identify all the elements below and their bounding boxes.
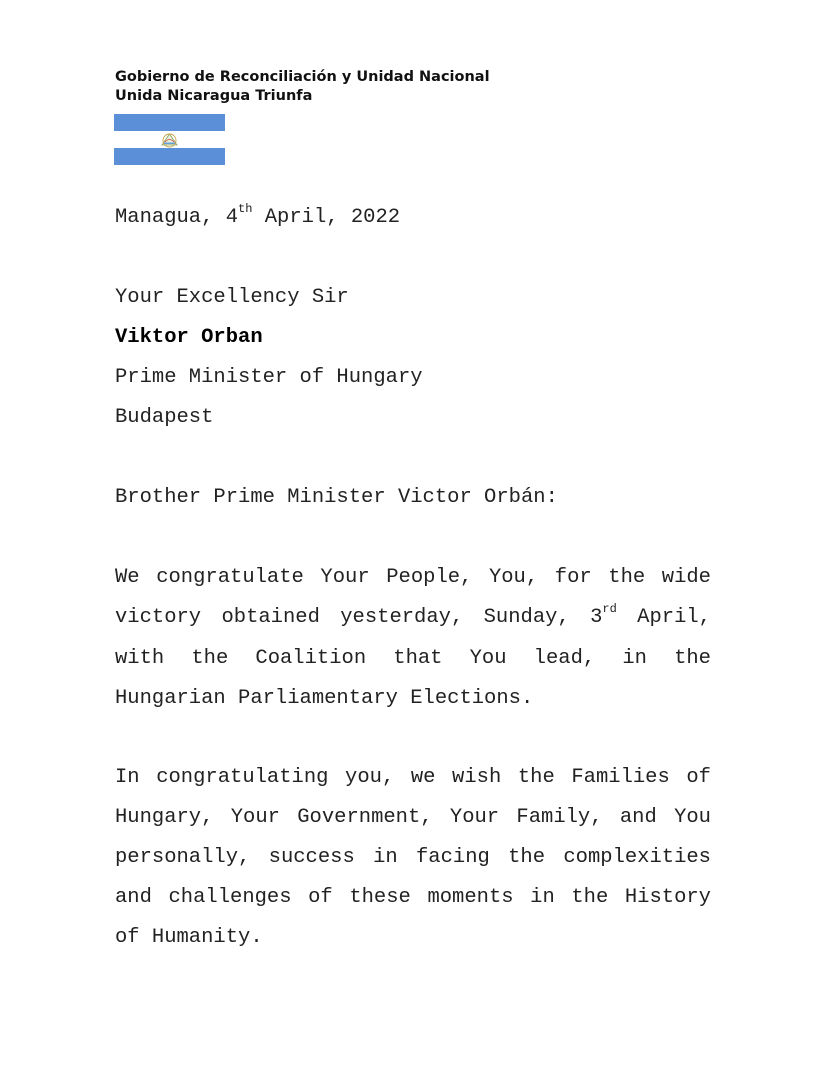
- paragraph2-line: In congratulating you, we wish the Families of: [115, 766, 711, 789]
- paragraph2-line: personally, success in facing the complexities: [115, 846, 711, 869]
- letterhead-slogan: Unida Nicaragua Triunfa: [115, 88, 313, 104]
- recipient-salutation: Your Excellency Sir: [115, 286, 349, 309]
- nicaragua-flag: [114, 114, 225, 165]
- letterhead-government-name: Gobierno de Reconciliación y Unidad Nacional: [115, 69, 490, 85]
- paragraph1-line: with the Coalition that You lead, in the: [115, 647, 711, 670]
- letterhead: [115, 68, 490, 106]
- recipient-name: Viktor Orban: [115, 326, 263, 349]
- paragraph1-line: We congratulate Your People, You, for the wide: [115, 566, 711, 589]
- recipient-city: Budapest: [115, 406, 214, 429]
- paragraph1-line: Hungarian Parliamentary Elections.: [115, 687, 534, 710]
- paragraph-congratulations: [115, 558, 711, 719]
- greeting-line: Brother Prime Minister Victor Orbán:: [115, 486, 558, 509]
- date-ordinal: th: [238, 202, 253, 216]
- date-suffix: April, 2022: [252, 206, 401, 229]
- paragraph2-line: Hungary, Your Government, Your Family, and You: [115, 806, 711, 829]
- date-prefix: Managua, 4: [115, 206, 239, 229]
- paragraph2-line: of Humanity.: [115, 926, 263, 949]
- paragraph-wishes: [115, 758, 711, 958]
- paragraph1-line: victory obtained yesterday, Sunday, 3rd April,: [115, 602, 711, 629]
- coat-of-arms-icon: [114, 131, 225, 148]
- recipient-title: Prime Minister of Hungary: [115, 366, 423, 389]
- date-line: [115, 202, 401, 229]
- paragraph2-line: and challenges of these moments in the History: [115, 886, 711, 909]
